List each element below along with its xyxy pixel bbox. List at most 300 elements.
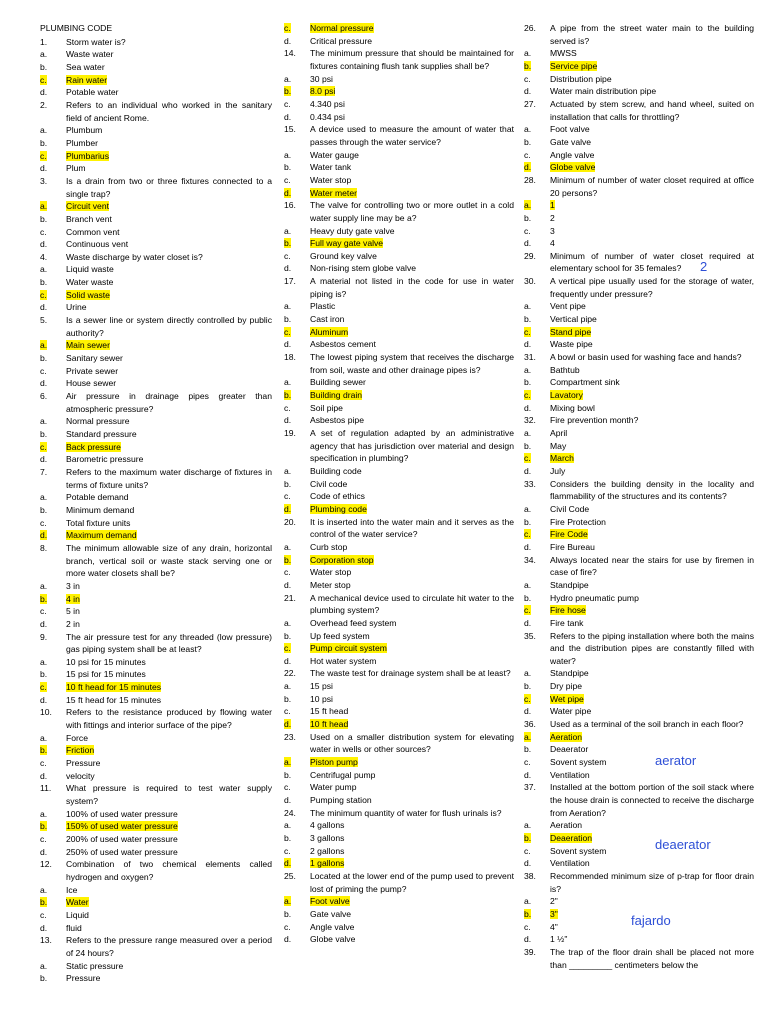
question-text: Used on a smaller distribution system for elevating water in wells or other sources? bbox=[310, 731, 514, 755]
option-letter: c. bbox=[524, 605, 531, 616]
option-letter: c. bbox=[284, 174, 291, 185]
option-letter: d. bbox=[284, 339, 292, 350]
option-letter: c. bbox=[284, 643, 291, 654]
answer-option bbox=[40, 61, 272, 74]
question-number: 23. bbox=[284, 731, 296, 742]
option-text: Water pipe bbox=[550, 706, 592, 717]
option-text: Bathtub bbox=[550, 364, 580, 375]
answer-option-highlighted bbox=[284, 554, 514, 567]
question-item bbox=[524, 554, 754, 579]
option-letter: c. bbox=[284, 567, 291, 578]
option-text: Standard pressure bbox=[66, 429, 137, 439]
answer-option bbox=[284, 832, 514, 845]
option-letter: c. bbox=[40, 909, 47, 920]
option-letter: a. bbox=[284, 820, 292, 831]
option-letter: c. bbox=[524, 529, 531, 540]
option-text: 8.0 psi bbox=[310, 86, 336, 97]
option-letter: a. bbox=[524, 364, 532, 375]
option-letter: d. bbox=[524, 541, 532, 552]
question-item bbox=[40, 251, 272, 264]
answer-option bbox=[524, 313, 754, 326]
option-text: Hydro pneumatic pump bbox=[550, 592, 639, 603]
option-letter: c. bbox=[284, 326, 291, 337]
answer-option-highlighted bbox=[284, 857, 514, 870]
answer-option bbox=[524, 123, 754, 136]
option-text: Continuous vent bbox=[66, 239, 129, 250]
option-letter: b. bbox=[40, 973, 48, 984]
option-text: Circuit vent bbox=[66, 201, 109, 212]
question-number: 24. bbox=[284, 807, 296, 818]
option-text: 10 psi for 15 minutes bbox=[66, 656, 146, 667]
option-letter: d. bbox=[524, 617, 532, 628]
answer-option bbox=[40, 770, 272, 783]
option-letter: d. bbox=[524, 402, 532, 413]
question-text: Actuated by stem screw, and hand wheel, suited on installation that calls for throttling? bbox=[550, 98, 754, 122]
option-letter: b. bbox=[524, 314, 532, 325]
answer-option bbox=[524, 338, 754, 351]
option-text: velocity bbox=[66, 770, 95, 781]
option-text: Soil pipe bbox=[310, 402, 343, 413]
option-letter: b. bbox=[40, 504, 48, 515]
question-number: 7. bbox=[40, 466, 48, 477]
option-text: Aeration bbox=[550, 731, 583, 742]
question-number: 4. bbox=[40, 251, 48, 262]
option-letter: d. bbox=[524, 238, 532, 249]
answer-option bbox=[524, 85, 754, 98]
question-text: Considers the building density in the locality and flammability of the structures and its contents? bbox=[550, 478, 754, 502]
option-text: 3 gallons bbox=[310, 833, 345, 843]
question-text: Is a sewer line or system directly controlled by public authority? bbox=[66, 315, 272, 338]
answer-option-highlighted bbox=[284, 187, 514, 200]
option-letter: c. bbox=[524, 149, 531, 160]
option-text: Sovent system bbox=[550, 757, 607, 768]
option-letter: b. bbox=[40, 353, 48, 364]
answer-option bbox=[524, 769, 754, 782]
answer-option bbox=[40, 833, 272, 846]
option-text: 30 psi bbox=[310, 73, 333, 84]
option-text: Friction bbox=[66, 745, 95, 756]
option-text: Foot valve bbox=[310, 896, 350, 907]
answer-option bbox=[284, 921, 514, 934]
option-letter: a. bbox=[524, 124, 532, 135]
option-text: Wet pipe bbox=[550, 693, 584, 704]
answer-option bbox=[524, 516, 754, 529]
option-text: Heavy duty gate valve bbox=[310, 225, 395, 236]
option-text: 3 in bbox=[66, 580, 80, 591]
option-text: Curb stop bbox=[310, 541, 348, 552]
question-item bbox=[524, 275, 754, 300]
option-text: Up feed system bbox=[310, 630, 370, 641]
option-letter: d. bbox=[524, 858, 532, 869]
option-text: Building sewer bbox=[310, 377, 366, 388]
option-text: Ground key valve bbox=[310, 250, 377, 261]
option-letter: a. bbox=[524, 428, 532, 438]
question-number: 11. bbox=[40, 783, 52, 794]
question-text: The minimum allowable size of any drain, horizontal branch, vertical soil or waste stack serving one or more water closets shall be? bbox=[66, 542, 272, 579]
answer-option bbox=[40, 137, 272, 150]
question-text: Recommended minimum size of p-trap for floor drain is? bbox=[550, 870, 754, 894]
option-text: Force bbox=[66, 732, 88, 743]
option-letter: c. bbox=[284, 98, 291, 109]
answer-option-highlighted bbox=[40, 74, 272, 87]
option-text: Globe valve bbox=[550, 162, 596, 173]
option-letter: a. bbox=[284, 73, 292, 84]
answer-option-highlighted bbox=[284, 389, 514, 402]
answer-option bbox=[284, 465, 514, 478]
question-item bbox=[524, 174, 754, 199]
option-letter: d. bbox=[40, 239, 48, 250]
option-letter: a. bbox=[284, 757, 292, 768]
option-text: Minimum demand bbox=[66, 504, 135, 515]
option-letter: d. bbox=[284, 655, 292, 666]
option-text: Fire Code bbox=[550, 529, 588, 540]
option-text: 2" bbox=[550, 896, 558, 907]
option-letter: a. bbox=[524, 668, 532, 679]
answer-option-highlighted bbox=[284, 237, 514, 250]
option-text: Plumbing code bbox=[310, 503, 367, 514]
option-text: May bbox=[550, 440, 567, 451]
answer-option bbox=[524, 364, 754, 377]
answer-option bbox=[40, 238, 272, 251]
question-number: 6. bbox=[40, 391, 48, 402]
answer-option-highlighted bbox=[524, 693, 754, 706]
question-item bbox=[524, 250, 754, 275]
option-text: Critical pressure bbox=[310, 35, 373, 46]
option-text: Deaerator bbox=[550, 744, 589, 755]
question-item bbox=[40, 466, 272, 491]
option-text: Compartment sink bbox=[550, 377, 620, 388]
option-letter: a. bbox=[40, 808, 48, 819]
question-text: Used as a terminal of the soil branch in each floor? bbox=[550, 719, 744, 730]
option-text: 5 in bbox=[66, 606, 80, 617]
question-text: It is inserted into the water main and it serves as the control of the water service? bbox=[310, 516, 514, 540]
option-letter: c. bbox=[40, 517, 47, 528]
option-letter: b. bbox=[524, 377, 532, 388]
option-letter: a. bbox=[40, 960, 48, 971]
option-text: Plastic bbox=[310, 301, 336, 312]
question-text: Refers to the maximum water discharge of fixtures in terms of fixture units? bbox=[66, 466, 272, 490]
question-text: Minimum of number of water closet required at office 20 persons? bbox=[550, 174, 754, 198]
option-text: Building drain bbox=[310, 390, 363, 401]
answer-option bbox=[524, 376, 754, 389]
answer-option-highlighted bbox=[40, 289, 272, 302]
option-text: Normal pressure bbox=[66, 416, 130, 427]
option-letter: d. bbox=[524, 162, 532, 173]
option-letter: d. bbox=[524, 769, 532, 780]
option-letter: b. bbox=[524, 516, 532, 527]
option-letter: d. bbox=[40, 163, 48, 174]
option-letter: a. bbox=[284, 149, 292, 160]
question-item bbox=[40, 390, 272, 415]
answer-option bbox=[40, 808, 272, 821]
option-text: July bbox=[550, 465, 566, 476]
answer-option-highlighted bbox=[40, 744, 272, 757]
option-text: Common vent bbox=[66, 226, 120, 237]
option-letter: a. bbox=[284, 896, 292, 907]
option-text: March bbox=[550, 453, 574, 464]
answer-option bbox=[524, 705, 754, 718]
option-letter: b. bbox=[524, 592, 532, 603]
option-text: 2 gallons bbox=[310, 845, 345, 856]
answer-option bbox=[524, 617, 754, 630]
option-text: 15 ft head bbox=[310, 706, 349, 717]
option-letter: d. bbox=[40, 618, 48, 629]
option-text: fluid bbox=[66, 922, 82, 933]
question-text: Waste discharge by water closet is? bbox=[66, 251, 203, 262]
answer-option bbox=[284, 845, 514, 858]
answer-option bbox=[40, 757, 272, 770]
option-letter: c. bbox=[284, 782, 291, 793]
answer-option bbox=[284, 693, 514, 706]
option-letter: a. bbox=[524, 301, 532, 312]
answer-option bbox=[524, 427, 754, 440]
option-letter: b. bbox=[40, 277, 48, 288]
question-text: Is a drain from two or three fixtures connected to a single trap? bbox=[66, 175, 272, 199]
option-letter: b. bbox=[284, 630, 292, 641]
answer-option bbox=[524, 845, 754, 858]
answer-option bbox=[284, 478, 514, 491]
option-text: Pumping station bbox=[310, 795, 372, 806]
option-text: 4" bbox=[550, 921, 558, 932]
answer-option bbox=[40, 377, 272, 390]
question-number: 19. bbox=[284, 428, 296, 438]
answer-option-highlighted bbox=[40, 150, 272, 163]
option-letter: c. bbox=[524, 73, 531, 84]
question-number: 39. bbox=[524, 946, 536, 957]
option-text: Water stop bbox=[310, 567, 352, 578]
option-letter: c. bbox=[524, 921, 531, 932]
answer-option bbox=[40, 656, 272, 669]
answer-option bbox=[40, 960, 272, 973]
answer-option bbox=[284, 414, 514, 427]
question-number: 2. bbox=[40, 99, 48, 110]
question-number: 20. bbox=[284, 516, 296, 527]
question-item bbox=[524, 718, 754, 731]
option-letter: d. bbox=[524, 339, 532, 350]
option-text: Building code bbox=[310, 465, 362, 476]
option-letter: d. bbox=[40, 770, 48, 781]
answer-option bbox=[284, 376, 514, 389]
answer-option bbox=[40, 428, 272, 441]
option-text: Liquid bbox=[66, 909, 89, 920]
option-text: 1 ½" bbox=[550, 934, 568, 945]
option-text: Total fixture units bbox=[66, 517, 131, 528]
option-text: Gate valve bbox=[550, 136, 592, 147]
option-text: 250% of used water pressure bbox=[66, 846, 178, 857]
option-letter: d. bbox=[284, 719, 292, 730]
question-text: The waste test for drainage system shall be at least? bbox=[310, 668, 511, 679]
option-letter: c. bbox=[524, 225, 531, 236]
option-letter: d. bbox=[524, 934, 532, 945]
answer-option bbox=[284, 225, 514, 238]
option-text: Main sewer bbox=[66, 340, 110, 351]
option-text: Foot valve bbox=[550, 124, 590, 135]
option-letter: a. bbox=[284, 465, 292, 476]
option-text: Aeration bbox=[550, 820, 583, 831]
answer-option-highlighted bbox=[524, 452, 754, 465]
question-number: 12. bbox=[40, 859, 52, 870]
question-text: A mechanical device used to circulate hit water to the plumbing system? bbox=[310, 592, 514, 616]
option-letter: a. bbox=[524, 503, 532, 514]
answer-option bbox=[284, 617, 514, 630]
option-letter: c. bbox=[40, 74, 47, 85]
question-text: Combination of two chemical elements called hydrogen and oxygen? bbox=[66, 859, 272, 882]
answer-option bbox=[284, 579, 514, 592]
question-item bbox=[284, 427, 514, 465]
answer-option bbox=[40, 618, 272, 631]
option-text: Dry pipe bbox=[550, 681, 582, 692]
answer-option bbox=[40, 922, 272, 935]
question-item bbox=[40, 36, 272, 49]
option-text: Fire Protection bbox=[550, 516, 606, 527]
option-letter: b. bbox=[40, 669, 48, 680]
option-letter: d. bbox=[40, 378, 48, 389]
question-item bbox=[284, 47, 514, 72]
answer-option bbox=[284, 541, 514, 554]
question-number: 13. bbox=[40, 935, 52, 946]
question-number: 35. bbox=[524, 630, 536, 641]
answer-option bbox=[40, 162, 272, 175]
answer-option bbox=[40, 263, 272, 276]
option-text: Barometric pressure bbox=[66, 454, 144, 465]
option-letter: d. bbox=[40, 922, 48, 933]
option-text: Maximum demand bbox=[66, 530, 137, 541]
option-letter: d. bbox=[40, 87, 48, 98]
answer-option-highlighted bbox=[524, 731, 754, 744]
answer-option bbox=[524, 579, 754, 592]
answer-option bbox=[40, 276, 272, 289]
option-text: 2 bbox=[550, 212, 555, 223]
answer-option bbox=[284, 300, 514, 313]
answer-option bbox=[40, 504, 272, 517]
question-item bbox=[524, 946, 754, 971]
option-letter: a. bbox=[524, 48, 532, 59]
option-text: Gate valve bbox=[310, 908, 352, 919]
option-letter: d. bbox=[40, 846, 48, 857]
option-text: Civil code bbox=[310, 478, 348, 489]
answer-option bbox=[524, 212, 754, 225]
option-text: Plumbum bbox=[66, 125, 103, 136]
option-letter: d. bbox=[40, 302, 48, 313]
answer-option bbox=[40, 694, 272, 707]
option-text: Ventilation bbox=[550, 769, 590, 780]
option-letter: a. bbox=[524, 579, 532, 590]
answer-option-highlighted bbox=[284, 22, 514, 35]
option-text: Meter stop bbox=[310, 579, 351, 590]
answer-option bbox=[40, 909, 272, 922]
option-letter: a. bbox=[284, 225, 292, 236]
question-item bbox=[40, 706, 272, 731]
question-number: 37. bbox=[524, 782, 536, 793]
option-letter: d. bbox=[40, 530, 48, 541]
answer-option bbox=[284, 402, 514, 415]
question-number: 18. bbox=[284, 352, 296, 363]
option-text: MWSS bbox=[550, 48, 577, 59]
option-letter: c. bbox=[284, 706, 291, 717]
answer-option-highlighted bbox=[524, 161, 754, 174]
question-item bbox=[524, 98, 754, 123]
question-text: What pressure is required to test water supply system? bbox=[66, 783, 272, 807]
question-number: 16. bbox=[284, 200, 296, 211]
option-text: Potable water bbox=[66, 87, 119, 98]
question-item bbox=[40, 99, 272, 124]
option-letter: d. bbox=[284, 263, 292, 274]
option-text: Corporation stop bbox=[310, 554, 374, 565]
question-number: 5. bbox=[40, 315, 48, 326]
option-letter: b. bbox=[284, 478, 292, 489]
option-letter: a. bbox=[284, 541, 292, 552]
question-text: Refers to an individual who worked in the sanitary field of ancient Rome. bbox=[66, 99, 272, 123]
question-text: A pipe from the street water main to the building served is? bbox=[550, 23, 754, 46]
answer-option bbox=[40, 517, 272, 530]
option-text: Potable demand bbox=[66, 492, 129, 503]
question-item bbox=[524, 351, 754, 364]
answer-option-highlighted bbox=[524, 199, 754, 212]
question-item bbox=[524, 414, 754, 427]
question-text: Air pressure in drainage pipes greater than atmospheric pressure? bbox=[66, 391, 272, 414]
question-number: 32. bbox=[524, 415, 536, 426]
option-text: Hot water system bbox=[310, 655, 377, 666]
question-number: 30. bbox=[524, 276, 536, 287]
option-text: Code of ethics bbox=[310, 491, 365, 502]
answer-option bbox=[284, 262, 514, 275]
option-text: Fire hose bbox=[550, 605, 586, 616]
answer-option-highlighted bbox=[40, 200, 272, 213]
option-text: Pressure bbox=[66, 758, 101, 769]
option-letter: a. bbox=[524, 896, 532, 907]
option-letter: a. bbox=[40, 884, 48, 895]
option-letter: a. bbox=[40, 264, 48, 275]
option-text: 4 in bbox=[66, 593, 80, 604]
answer-option-highlighted bbox=[284, 503, 514, 516]
option-letter: d. bbox=[284, 858, 292, 869]
option-letter: a. bbox=[40, 732, 48, 743]
option-text: Stand pipe bbox=[550, 326, 592, 337]
question-text: Refers to the resistance produced by flowing water with fittings and interior surface of the pipe? bbox=[66, 707, 272, 731]
option-letter: a. bbox=[284, 301, 292, 312]
option-letter: c. bbox=[40, 365, 47, 376]
answer-option bbox=[524, 503, 754, 516]
option-letter: c. bbox=[40, 834, 47, 844]
option-letter: d. bbox=[284, 579, 292, 590]
option-text: Non-rising stem globe valve bbox=[310, 263, 417, 274]
question-text: The trap of the floor drain shall be placed not more than _________ centimeters below the bbox=[550, 946, 754, 970]
option-letter: c. bbox=[40, 226, 47, 237]
answer-option bbox=[40, 301, 272, 314]
option-text: Water main distribution pipe bbox=[550, 86, 657, 97]
handwritten-note-q29: 2 bbox=[700, 259, 708, 274]
option-letter: a. bbox=[284, 377, 292, 388]
answer-option-highlighted bbox=[284, 756, 514, 769]
column-3 bbox=[524, 22, 754, 971]
option-text: Ventilation bbox=[550, 858, 590, 869]
option-text: Plumbarius bbox=[66, 150, 109, 161]
option-text: Water meter bbox=[310, 187, 357, 198]
answer-option bbox=[40, 213, 272, 226]
option-text: April bbox=[550, 428, 568, 438]
option-letter: b. bbox=[284, 314, 292, 325]
option-letter: b. bbox=[40, 429, 48, 439]
answer-option-highlighted bbox=[40, 339, 272, 352]
question-number: 34. bbox=[524, 554, 536, 565]
option-text: Standpipe bbox=[550, 579, 589, 590]
question-text: Always located near the stairs for use by firemen in case of fire? bbox=[550, 554, 754, 578]
option-letter: c. bbox=[524, 453, 531, 464]
answer-option bbox=[284, 161, 514, 174]
answer-option-highlighted bbox=[40, 593, 272, 606]
question-text: The air pressure test for any threaded (low pressure) gas piping system shall be at least? bbox=[66, 631, 272, 655]
question-text: The minimum pressure that should be maintained for fixtures containing flush tank supplies shall be? bbox=[310, 48, 514, 71]
